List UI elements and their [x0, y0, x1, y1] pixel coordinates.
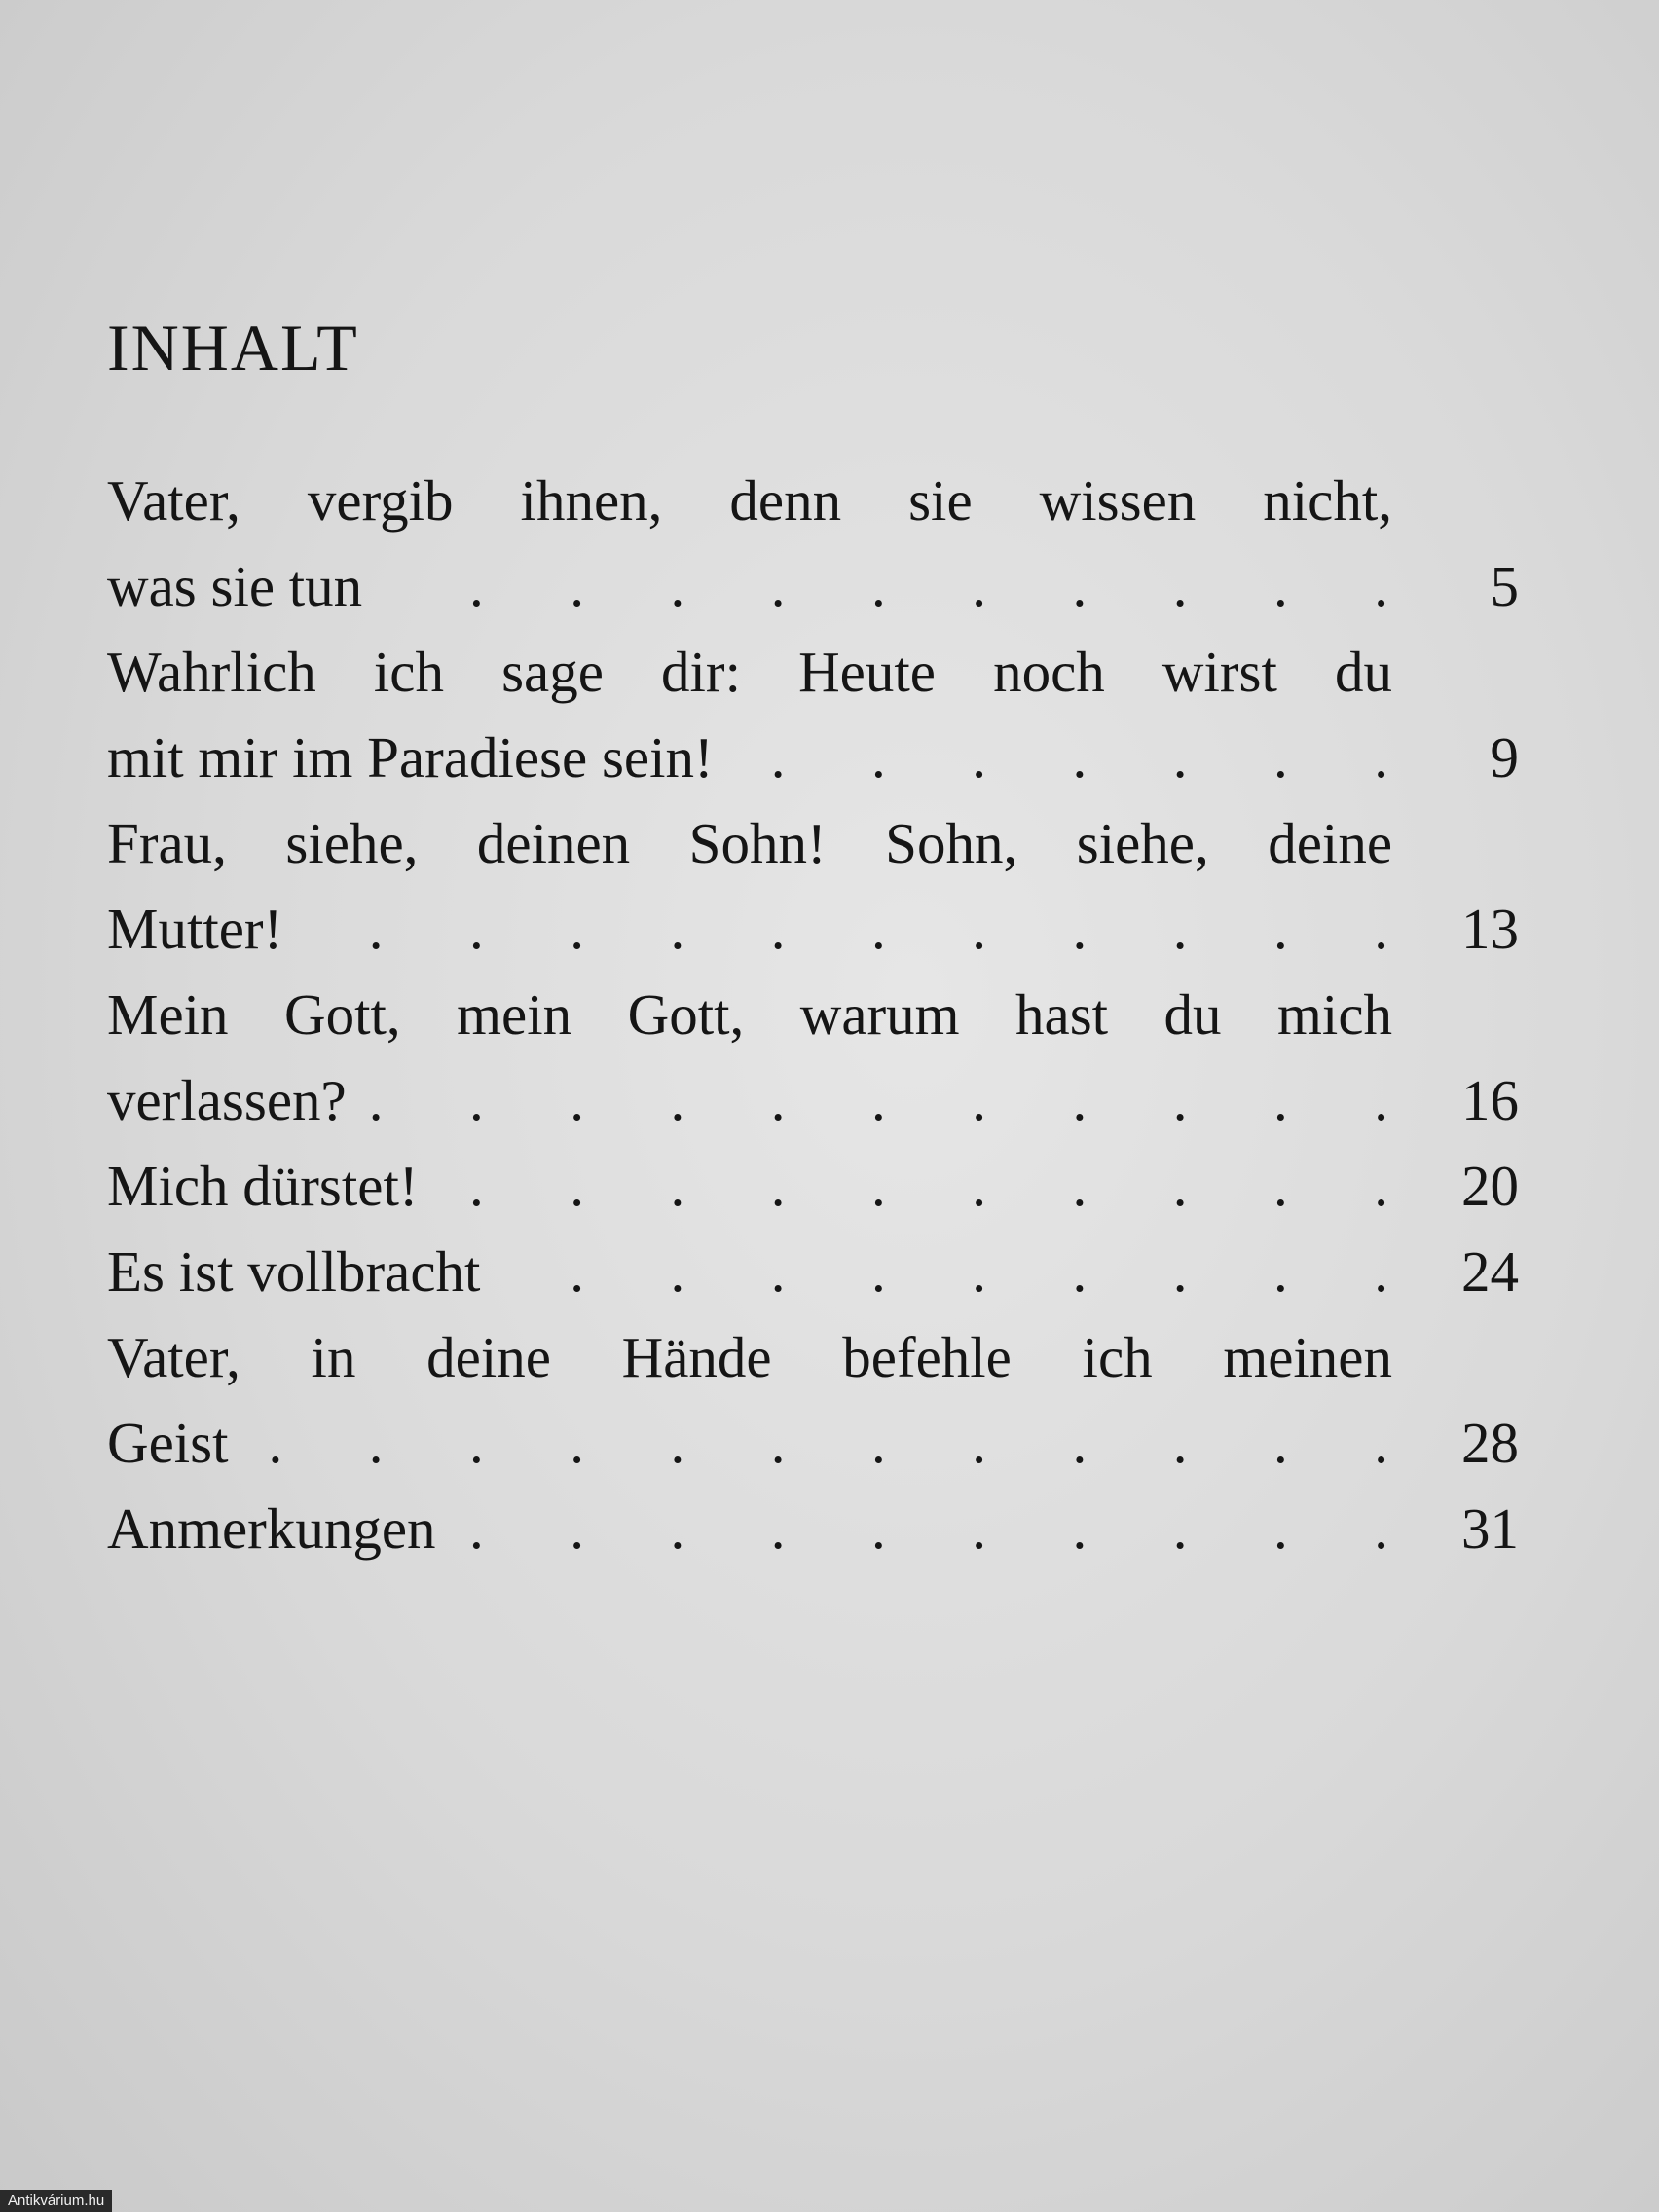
toc-entry — [107, 1229, 1519, 1314]
toc-entry-title-end: mit mir im Paradiese sein! — [107, 725, 714, 790]
toc-page-number: 9 — [1490, 725, 1519, 790]
dot-leader — [246, 1400, 1388, 1486]
dot-leader — [498, 1229, 1388, 1314]
toc-entry — [107, 800, 1519, 972]
toc-entry — [107, 1143, 1519, 1229]
contents-heading: INHALT — [107, 311, 359, 385]
dot-leader — [380, 543, 1388, 629]
toc-entry-last-line — [107, 543, 1519, 629]
dot-leader — [731, 715, 1388, 800]
toc-entry-title-end: Mutter! — [107, 897, 283, 961]
toc-entry-title-line: Mein Gott, mein Gott, warum hast du mich — [107, 982, 1392, 1047]
toc-entry — [107, 458, 1519, 629]
table-of-contents — [107, 458, 1519, 1571]
toc-entry-title-end: verlassen? — [107, 1068, 347, 1132]
toc-entry-title-end: Geist — [107, 1411, 229, 1475]
dot-leader — [436, 1143, 1388, 1229]
site-watermark: Antikvárium.hu — [0, 2190, 112, 2212]
toc-entry-title-end: Anmerkungen — [107, 1496, 436, 1561]
toc-entry-title-end: was sie tun — [107, 554, 363, 618]
toc-page-number: 24 — [1461, 1239, 1519, 1304]
toc-page-number: 13 — [1461, 897, 1519, 961]
toc-entry — [107, 1486, 1519, 1571]
toc-entry-title-line: Vater, in deine Hände befehle ich meinen — [107, 1325, 1392, 1389]
toc-entry-title-end: Es ist vollbracht — [107, 1239, 481, 1304]
toc-entry-title-end: Mich dürstet! — [107, 1154, 419, 1218]
bleed-through-text — [384, 282, 1532, 370]
toc-entry — [107, 972, 1519, 1143]
toc-entry — [107, 629, 1519, 800]
dot-leader — [300, 886, 1388, 972]
toc-entry — [107, 1314, 1519, 1486]
toc-entry-title-line: Vater, vergib ihnen, denn sie wissen nicht, — [107, 468, 1392, 533]
toc-page-number: 31 — [1461, 1496, 1519, 1561]
toc-entry-last-line — [107, 715, 1519, 800]
toc-entry-title-line: Wahrlich ich sage dir: Heute noch wirst du — [107, 640, 1392, 704]
toc-entry-last-line — [107, 1229, 1519, 1314]
toc-entry-title-line: Frau, siehe, deinen Sohn! Sohn, siehe, deine — [107, 811, 1392, 875]
toc-entry-last-line — [107, 1400, 1519, 1486]
toc-page-number: 28 — [1461, 1411, 1519, 1475]
toc-entry-last-line — [107, 1143, 1519, 1229]
toc-page-number: 5 — [1490, 554, 1519, 618]
toc-entry-last-line — [107, 1057, 1519, 1143]
toc-entry-last-line — [107, 1486, 1519, 1571]
dot-leader — [454, 1486, 1388, 1571]
toc-page-number: 16 — [1461, 1068, 1519, 1132]
dot-leader — [364, 1057, 1388, 1143]
toc-page-number: 20 — [1461, 1154, 1519, 1218]
toc-entry-last-line — [107, 886, 1519, 972]
